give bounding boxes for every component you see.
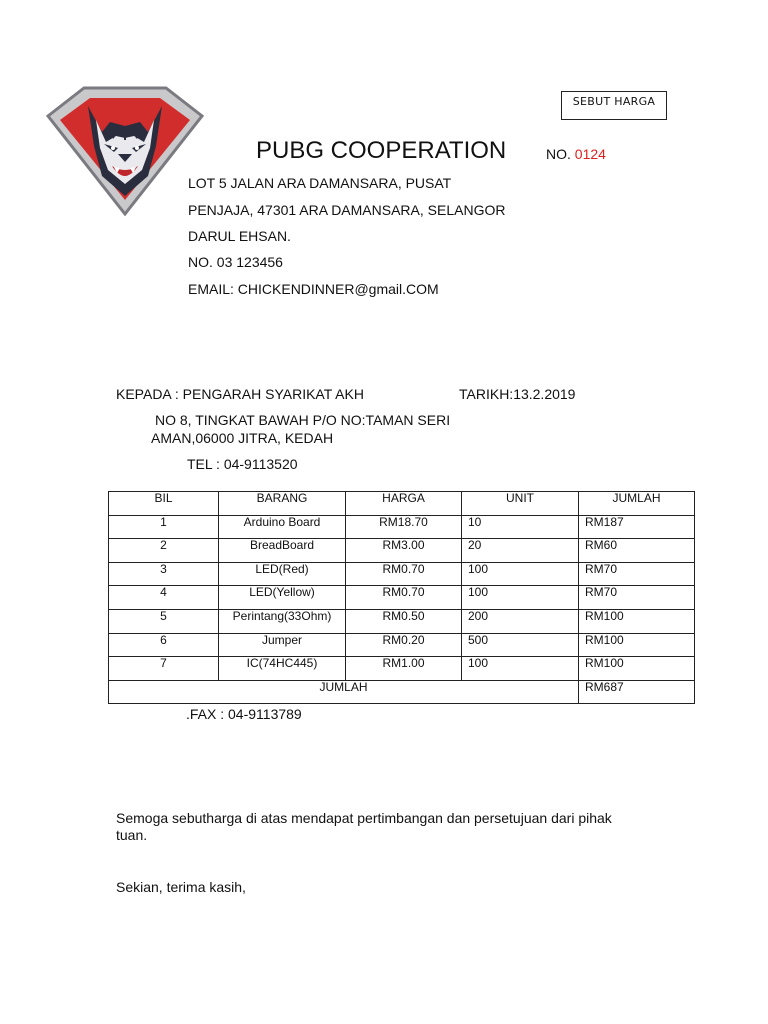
email-line: EMAIL: CHICKENDINNER@gmail.COM xyxy=(188,281,439,297)
cell-harga: RM3.00 xyxy=(346,539,462,563)
cell-harga: RM1.00 xyxy=(346,657,462,681)
document-number-label: NO. xyxy=(546,146,571,162)
phone-line: NO. 03 123456 xyxy=(188,254,283,270)
address-line: DARUL EHSAN. xyxy=(188,228,291,244)
cell-barang: IC(74HC445) xyxy=(219,657,346,681)
cell-barang: BreadBoard xyxy=(219,539,346,563)
cell-harga: RM0.20 xyxy=(346,633,462,657)
total-value: RM687 xyxy=(579,680,695,704)
table-row xyxy=(109,633,695,657)
table-row xyxy=(109,562,695,586)
column-header-bil: BIL xyxy=(109,492,219,516)
cell-barang: Arduino Board xyxy=(219,515,346,539)
cell-harga: RM0.50 xyxy=(346,609,462,633)
cell-bil: 3 xyxy=(109,562,219,586)
cell-jumlah: RM187 xyxy=(579,515,695,539)
cell-barang: LED(Red) xyxy=(219,562,346,586)
cell-bil: 4 xyxy=(109,586,219,610)
document-number-value: 0124 xyxy=(574,146,606,162)
wolf-logo-icon xyxy=(44,86,206,216)
fax-line: .FAX : 04-9113789 xyxy=(186,706,302,722)
column-header-jumlah: JUMLAH xyxy=(579,492,695,516)
recipient-address-line2: AMAN,06000 JITRA, KEDAH xyxy=(151,430,334,446)
quotation-date: TARIKH:13.2.2019 xyxy=(459,386,576,402)
table-row xyxy=(109,657,695,681)
closing-line1: Semoga sebutharga di atas mendapat pertimbangan dan persetujuan dari pihak xyxy=(116,810,612,826)
address-line: PENJAJA, 47301 ARA DAMANSARA, SELANGOR xyxy=(188,202,506,218)
cell-unit: 500 xyxy=(462,633,579,657)
closing-line2: tuan. xyxy=(116,827,148,843)
cell-jumlah: RM100 xyxy=(579,657,695,681)
cell-jumlah: RM60 xyxy=(579,539,695,563)
recipient-tel: TEL : 04-9113520 xyxy=(187,456,298,472)
cell-unit: 200 xyxy=(462,609,579,633)
address-line: LOT 5 JALAN ARA DAMANSARA, PUSAT xyxy=(188,175,452,191)
column-header-harga: HARGA xyxy=(346,492,462,516)
cell-unit: 10 xyxy=(462,515,579,539)
recipient-address-line1: NO 8, TINGKAT BAWAH P/O NO:TAMAN SERI xyxy=(155,412,451,428)
cell-jumlah: RM100 xyxy=(579,609,695,633)
cell-barang: LED(Yellow) xyxy=(219,586,346,610)
cell-unit: 100 xyxy=(462,586,579,610)
company-name: PUBG COOPERATION xyxy=(256,137,507,164)
cell-barang: Jumper xyxy=(219,633,346,657)
cell-bil: 7 xyxy=(109,657,219,681)
table-header-row xyxy=(109,492,695,516)
document-number xyxy=(546,145,606,163)
cell-unit: 20 xyxy=(462,539,579,563)
signoff-line: Sekian, terima kasih, xyxy=(116,879,246,895)
cell-unit: 100 xyxy=(462,657,579,681)
cell-unit: 100 xyxy=(462,562,579,586)
table-row xyxy=(109,539,695,563)
total-label: JUMLAH xyxy=(109,680,579,704)
cell-bil: 5 xyxy=(109,609,219,633)
table-row xyxy=(109,586,695,610)
column-header-barang: BARANG xyxy=(219,492,346,516)
cell-barang: Perintang(33Ohm) xyxy=(219,609,346,633)
table-row xyxy=(109,515,695,539)
table-total-row xyxy=(109,680,695,704)
cell-bil: 1 xyxy=(109,515,219,539)
quotation-table xyxy=(108,491,695,704)
cell-bil: 6 xyxy=(109,633,219,657)
cell-bil: 2 xyxy=(109,539,219,563)
recipient-name: KEPADA : PENGARAH SYARIKAT AKH xyxy=(116,386,364,402)
cell-jumlah: RM100 xyxy=(579,633,695,657)
table-row xyxy=(109,609,695,633)
cell-jumlah: RM70 xyxy=(579,586,695,610)
cell-harga: RM0.70 xyxy=(346,586,462,610)
cell-harga: RM0.70 xyxy=(346,562,462,586)
cell-harga: RM18.70 xyxy=(346,515,462,539)
column-header-unit: UNIT xyxy=(462,492,579,516)
cell-jumlah: RM70 xyxy=(579,562,695,586)
quotation-stamp-label: SEBUT HARGA xyxy=(561,91,667,120)
